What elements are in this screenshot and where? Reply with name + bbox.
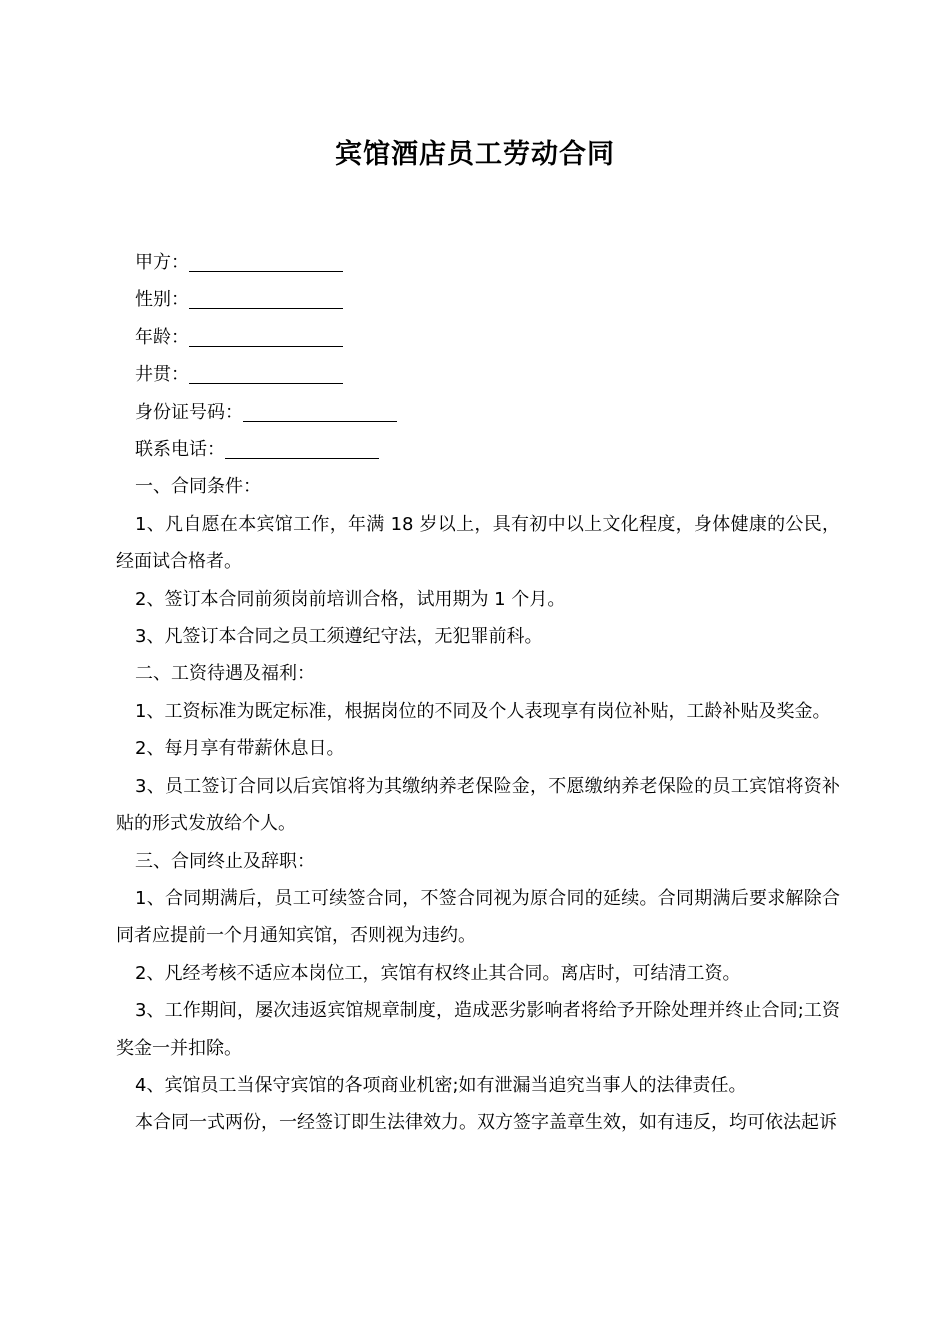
field-label: 年龄： xyxy=(135,326,189,348)
field-age xyxy=(116,319,840,356)
blank-line xyxy=(189,328,343,347)
clause: 4、宾馆员工当保守宾馆的各项商业机密;如有泄漏当追究当事人的法律责任。 xyxy=(135,1074,747,1096)
field-phone xyxy=(116,431,840,468)
section-heading: 一、合同条件： xyxy=(135,476,261,498)
section-heading: 二、工资待遇及福利： xyxy=(135,663,315,685)
clause: 1、凡自愿在本宾馆工作，年满 18 岁以上，具有初中以上文化程度，身体健康的公民，经面试合格者。 xyxy=(116,513,840,573)
clause: 2、每月享有带薪休息日。 xyxy=(135,738,345,760)
clause: 3、工作期间，屡次违返宾馆规章制度，造成恶劣影响者将给予开除处理并终止合同;工资奖金一并扣除。 xyxy=(116,1000,840,1059)
blank-line xyxy=(189,365,343,384)
clause: 2、凡经考核不适应本岗位工，宾馆有权终止其合同。离店时，可结清工资。 xyxy=(135,962,741,984)
field-label: 联系电话： xyxy=(135,439,225,461)
clause: 2、签订本合同前须岗前培训合格，试用期为 1 个月。 xyxy=(135,588,566,610)
clause: 1、合同期满后，员工可续签合同，不签合同视为原合同的延续。合同期满后要求解除合同者应提前一个月通知宾馆，否则视为违约。 xyxy=(116,887,840,947)
blank-line xyxy=(225,440,379,459)
field-origin xyxy=(116,356,840,393)
field-party-a xyxy=(116,244,840,281)
blank-line xyxy=(243,403,397,422)
clause: 1、工资标准为既定标准，根据岗位的不同及个人表现享有岗位补贴，工龄补贴及奖金。 xyxy=(135,700,831,722)
field-label: 甲方： xyxy=(135,252,189,273)
document-body xyxy=(116,244,840,1142)
clause: 3、员工签订合同以后宾馆将为其缴纳养老保险金，不愿缴纳养老保险的员工宾馆将资补贴的形式发放给个人。 xyxy=(116,775,840,835)
field-gender xyxy=(116,281,840,318)
section-heading: 三、合同终止及辞职： xyxy=(135,850,315,872)
field-id-number xyxy=(116,394,840,431)
blank-line xyxy=(189,290,343,309)
closing-statement: 本合同一式两份，一经签订即生法律效力。双方签字盖章生效，如有违反，均可依法起诉 xyxy=(135,1112,837,1134)
document-title: 宾馆酒店员工劳动合同 xyxy=(335,139,615,170)
blank-line xyxy=(189,253,343,272)
field-label: 性别： xyxy=(135,289,189,311)
field-label: 身份证号码： xyxy=(135,401,243,423)
clause: 3、凡签订本合同之员工须遵纪守法，无犯罪前科。 xyxy=(135,626,543,648)
field-label: 井贯： xyxy=(135,364,189,386)
